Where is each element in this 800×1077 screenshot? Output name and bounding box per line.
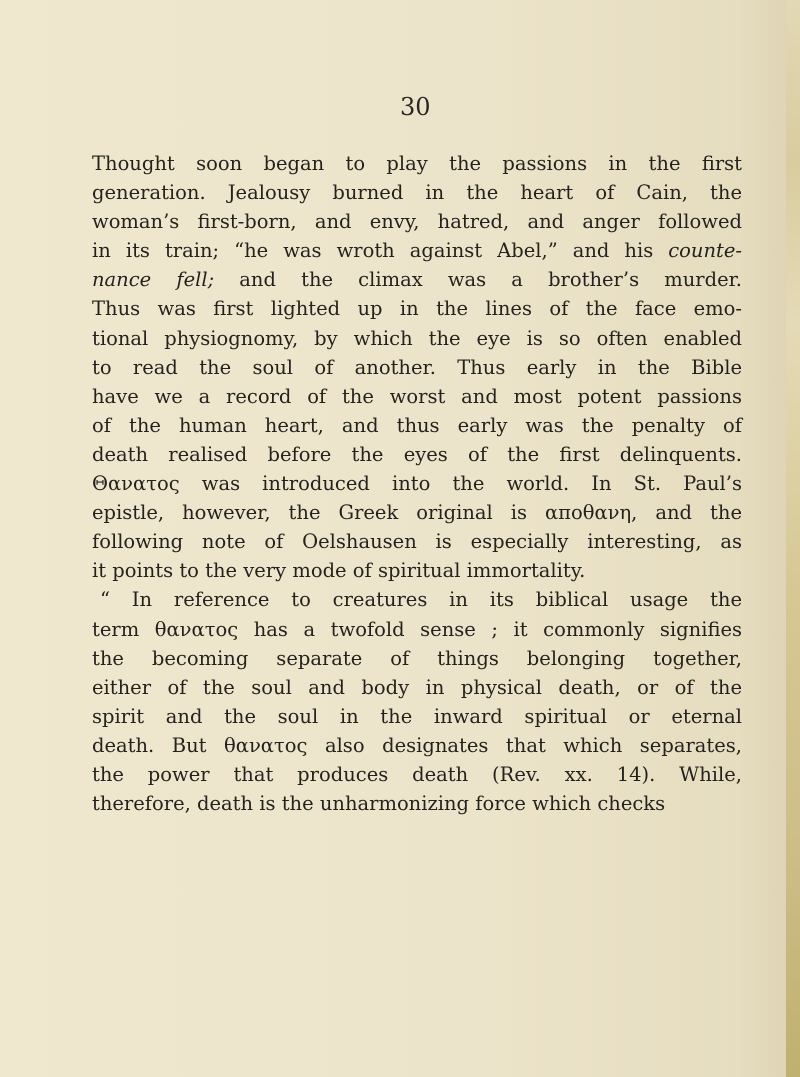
text-line: of the human heart, and thus early was the penalty of	[92, 413, 742, 437]
text-line: woman’s first-born, and envy, hatred, and anger followed	[92, 210, 742, 234]
text-line: Thought soon began to play the passions in the first	[92, 152, 742, 175]
text-line: in its train; “he was wroth against Abel,” and his counte-	[92, 239, 742, 263]
text-line: term θανατος has a twofold sense ; it commonly signifies	[92, 617, 743, 641]
text-line: the power that produces death (Rev. xx. 14). While,	[92, 762, 742, 786]
body-text	[92, 149, 742, 818]
text-line: epistle, however, the Greek original is αποθανη, and the	[92, 501, 742, 525]
text-line: Thus was first lighted up in the lines of the face emo-	[92, 297, 742, 321]
text-line: to read the soul of another. Thus early in the Bible	[92, 355, 742, 379]
page-edge-shadow	[786, 0, 800, 1077]
text-line: have we a record of the worst and most potent passions	[92, 384, 742, 408]
text-line: spirit and the soul in the inward spiritual or eternal	[92, 704, 742, 728]
text-line: following note of Oelshausen is especially interesting, as	[92, 530, 742, 554]
text-line: the becoming separate of things belonging together,	[92, 646, 742, 670]
text-line: “ In reference to creatures in its biblical usage the	[100, 588, 742, 612]
text-line: death realised before the eyes of the first delinquents.	[92, 442, 742, 466]
text-line: generation. Jealousy burned in the heart of Cain, the	[92, 181, 742, 205]
text-line: it points to the very mode of spiritual immortality.	[92, 559, 586, 583]
text-line: tional physiognomy, by which the eye is so often enabled	[92, 326, 742, 350]
text-line: Θανατος was introduced into the world. In St. Paul’s	[92, 472, 742, 496]
text-line: either of the soul and body in physical death, or of the	[92, 675, 742, 699]
text-line: death. But θανατος also designates that which separates,	[92, 733, 742, 757]
text-line: therefore, death is the unharmonizing force which checks	[92, 792, 666, 816]
page-number: 30	[400, 93, 431, 121]
text-line: nance fell; and the climax was a brother’s murder.	[92, 268, 742, 292]
